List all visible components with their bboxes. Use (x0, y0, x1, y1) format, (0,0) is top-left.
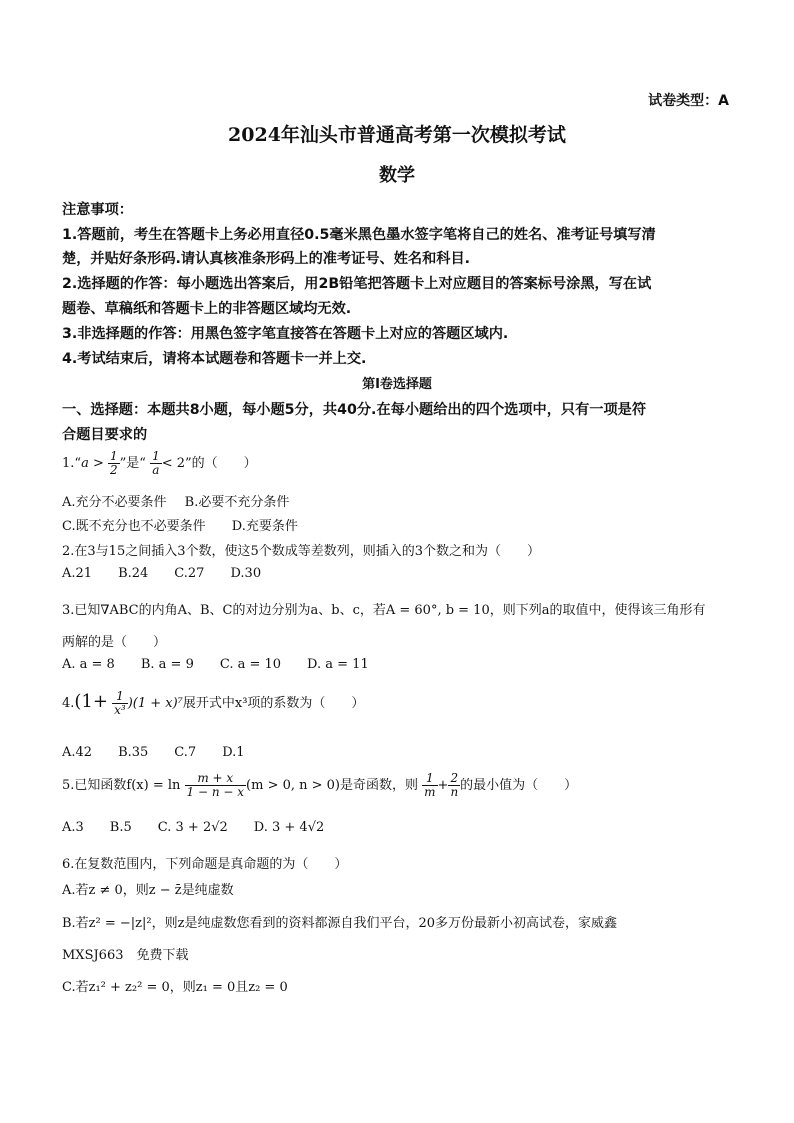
option-a[interactable]: A.若z ≠ 0，则z − z̄是纯虚数 (62, 883, 234, 898)
option-c[interactable]: C. a = 10 (219, 657, 282, 672)
fraction: $\frac{m + x}{1 - n - x}$ (186, 771, 245, 799)
option-a[interactable]: A.3 (62, 820, 84, 835)
question-5-options (62, 820, 324, 835)
fraction: $\frac{1}{\text{x³}}$ (114, 689, 126, 717)
fraction: $\frac{2}{n}$ (450, 771, 459, 799)
notice-line: 1.答题前，考生在答题卡上务必用直径0.5毫米黑色墨水签字笔将自己的姓名、准考证号填写清 (62, 227, 656, 243)
option-d[interactable]: D. 3 + 4√2 (253, 820, 325, 835)
option-a[interactable]: A.充分不必要条件 (62, 495, 167, 510)
option-d[interactable]: D.30 (230, 566, 262, 581)
option-c[interactable]: C. 3 + 2√2 (157, 820, 228, 835)
question-2-options (62, 566, 261, 581)
option-d[interactable]: D. a = 11 (307, 657, 369, 672)
notice-line: 3.非选择题的作答：用黑色签字笔直接答在答题卡上对应的答题区域内. (62, 326, 509, 342)
notice-line: 2.选择题的作答：每小题选出答案后，用2B铅笔把答题卡上对应题目的答案标号涂黑，写在试 (62, 276, 652, 292)
option-c[interactable]: C.既不充分也不必要条件 (62, 519, 206, 534)
part-instruction: 合题目要求的 (62, 427, 148, 443)
question-4-stem: 4.(1+ $\frac{1}{\text{x³}}$ )(1 + x)⁷展开式中x³项的系数为（ ） (62, 689, 365, 717)
notice-heading: 注意事项： (62, 202, 133, 218)
part-instruction: 一、选择题：本题共8小题，每小题5分，共40分.在每小题给出的四个选项中，只有一项是符 (62, 402, 647, 418)
option-c[interactable]: C.若z₁² + z₂² = 0，则z₁ = 0且z₂ = 0 (62, 980, 288, 995)
option-b[interactable]: B.若z² = −|z|²，则z是纯虚数您看到的资料都源自我们平台，20多万份最新小初高试卷，家威鑫 (62, 916, 618, 931)
question-4-options (62, 745, 245, 760)
option-a[interactable]: A.42 (62, 745, 93, 760)
question-3-stem: 3.已知∇ABC的内角A、B、C的对边分别为a、b、c，若A = 60°, b = 10，则下列a的取值中，使得该三角形有 (62, 603, 706, 618)
notice-line: 题卷、草稿纸和答题卡上的非答题区域均无效. (62, 301, 352, 317)
option-d[interactable]: D.充要条件 (231, 519, 298, 534)
subject-title: 数学 (379, 165, 415, 186)
option-b[interactable]: B. a = 9 (140, 657, 194, 672)
watermark-line: MXSJ663 免费下载 (62, 948, 189, 963)
option-a[interactable]: A. a = 8 (62, 657, 115, 672)
question-2-stem: 2.在3与15之间插入3个数，使这5个数成等差数列，则插入的3个数之和为（ ） (62, 544, 541, 559)
option-b[interactable]: B.5 (109, 820, 132, 835)
fraction: $\frac{1}{2}$ (109, 449, 118, 477)
question-6-stem: 6.在复数范围内，下列命题是真命题的为（ ） (62, 857, 348, 872)
option-c[interactable]: C.27 (174, 566, 205, 581)
option-b[interactable]: B.必要不充分条件 (184, 495, 290, 510)
question-3-stem-cont: 两解的是（ ） (62, 635, 167, 650)
question-3-options (62, 657, 369, 672)
option-a[interactable]: A.21 (62, 566, 93, 581)
question-5-stem: 5.已知函数f(x) = ln $\frac{m + x}{1 - n - x}$ (m > 0, n > 0)是奇函数，则 $\frac{1}{m}$ + $\frac{2}{n}$ 的最小值为（ ） (62, 771, 578, 799)
fraction: $\frac{1}{a}$ (152, 449, 160, 477)
section-title: 第I卷选择题 (362, 377, 432, 392)
fraction: $\frac{1}{m}$ (424, 771, 436, 799)
option-b[interactable]: B.24 (118, 566, 149, 581)
option-d[interactable]: D.1 (222, 745, 245, 760)
question-1-stem: 1.“a > $\frac{1}{2}$ ”是“ $\frac{1}{a}$ < 2”的（ ） (62, 449, 257, 477)
exam-title: 2024年汕头市普通高考第一次模拟考试 (228, 124, 566, 146)
paper-type-label: 试卷类型：A (648, 93, 729, 109)
option-b[interactable]: B.35 (118, 745, 149, 760)
notice-line: 4.考试结束后，请将本试题卷和答题卡一并上交. (62, 351, 367, 367)
question-1-options-row1 (62, 491, 289, 510)
notice-line: 楚，并贴好条形码.请认真核准条形码上的准考证号、姓名和科目. (62, 251, 471, 267)
question-1-options-row2 (62, 515, 298, 534)
option-c[interactable]: C.7 (174, 745, 197, 760)
